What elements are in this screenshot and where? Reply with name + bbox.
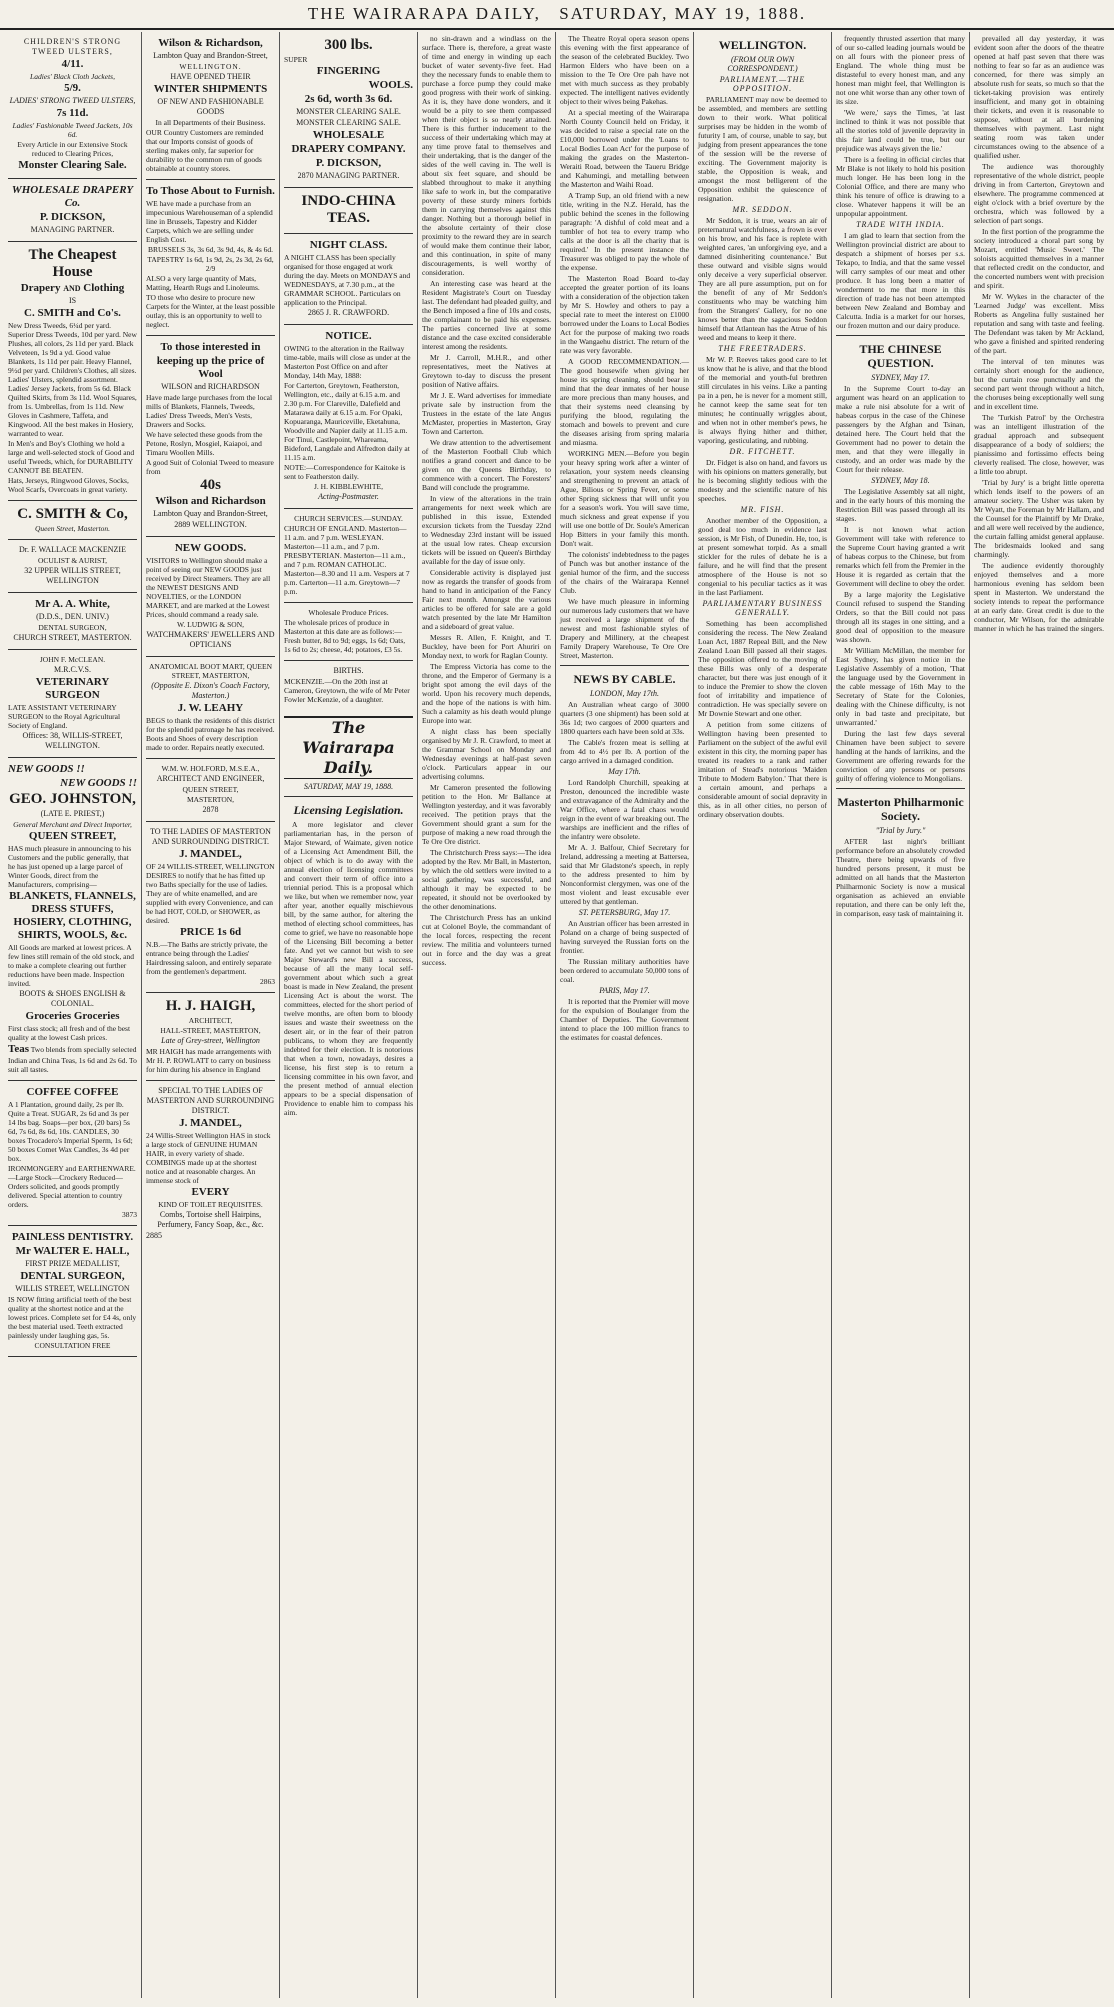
article-paragraph: A night class has been specially organised by Mr J. R. Crawford, to meet at the Grammar School on Monday and Wednesday evenings at half-past seven o'clock. Particulars appear in our advertising columns. bbox=[422, 727, 551, 781]
ad-names: Wilson and Richardson bbox=[155, 495, 266, 507]
ad-body: BEGS to thank the residents of this district for the splendid patronage he has received. Boots and Shoes of every description made to order. Repairs neatly executed. bbox=[146, 716, 275, 752]
ad-number: 2885 bbox=[146, 1231, 162, 1240]
ad-subhead: OF NEW AND FASHIONABLE GOODS bbox=[157, 97, 264, 116]
masthead-date: SATURDAY, MAY 19, 1888. bbox=[559, 4, 807, 23]
ad-heading: CHURCH SERVICES.—SUNDAY. bbox=[294, 514, 403, 523]
article-paragraph: Mr W. Wykes in the character of the 'Learned Judge' was excellent. Miss Roberts as Angelina fully sustained her reputation and sang with taste and feeling. The Defendant was taken by Mr Ackland, who gave a finished and spirited rendering of the part. bbox=[974, 292, 1104, 355]
ad-heading: The Cheapest House bbox=[28, 247, 117, 280]
ad-new-goods bbox=[146, 537, 275, 657]
ad-body: A 1 Plantation, ground daily, 2s per lb. Quite a Treat. SUGAR, 2s 6d and 3s per 14 lbs bag. Soaps—per box, (20 bars) 5s 6d, 7s 6d, 8s 6d, 10s. CANDLES, 30 boxes Trocadero's Imperial Sperm, 1s 6d; 50 boxes Comet Wax Candles, 3s 4d per box. bbox=[8, 1100, 133, 1163]
ad-word: AND bbox=[63, 284, 81, 293]
cable-heading: NEWS BY CABLE. bbox=[573, 672, 676, 686]
ad-name: Wilson & Richardson, bbox=[158, 37, 263, 49]
ad-heading: INDO-CHINA TEAS. bbox=[301, 193, 396, 226]
ad-late: (LATE E. PRIEST,) bbox=[40, 809, 105, 818]
ad-name: P. DICKSON, bbox=[315, 157, 382, 169]
article-paragraph: A Tramp Sup, an old friend with a new title, writing in the N.Z. Herald, has the public behind the scenes in the following paragraph: 'A dishful of cold meat and a tumbler of hot tea to every tramp who calls at the door is all the charity that is required.' In the present instance the Treasurer was obliged to pay the whole of the expense. bbox=[560, 191, 689, 272]
article-paragraph: Mr Seddon, it is true, wears an air of preternatural watchfulness, a frown is ever on his brow, and his face is replete with weighted cares, 'an unforgiving eye, and a damned disinheriting countenance.' But these outward and visible signs would only deceive a very superficial observer. They are all pure assumption, put on for the benefit of any of Mr Seddon's constituents who may be watching him from the Strangers' Gallery, for no one knows better than the sagacious Seddon himself that Atlantean has the Atrue of his weed and means to keep it there. bbox=[698, 216, 827, 342]
cable-dateline: ST. PETERSBURG, May 17. bbox=[578, 908, 671, 917]
article-paragraph: The Legislative Assembly sat all night, and in the early hours of this morning the Restriction Bill was passed through all its stages. bbox=[836, 487, 965, 523]
ad-address: QUEEN STREET, bbox=[28, 830, 117, 842]
ad-line: Ladies' Black Cloth Jackets, bbox=[30, 72, 115, 81]
ad-oculist bbox=[8, 540, 137, 593]
article-paragraph: Mr J. E. Ward advertises for immediate private sale by instruction from the Trustees in the estate of the late Angus McMaster, properties in Masterton, Gray Town and Carterton. bbox=[422, 391, 551, 436]
ad-goods-list: BLANKETS, FLANNELS, DRESS STUFFS, HOSIERY, CLOTHING, SHIRTS, WOOLS, &c. bbox=[9, 890, 136, 941]
cable-paragraph: Mr A. J. Balfour, Chief Secretary for Ireland, addressing a meeting at Battersea, said that Mr Gladstone's speech, in reply to the address presented to him by Nonconformist clergymen, was one of the most violent and least excusable ever uttered by that gentleman. bbox=[560, 843, 689, 906]
divider bbox=[836, 788, 965, 789]
ad-body: OWING to the alteration in the Railway time-table, mails will close as under at the Masterton Post Office on and after Monday, 14th May, 1888: bbox=[284, 344, 411, 380]
cable-dateline: LONDON, May 17th. bbox=[590, 689, 659, 698]
ad-mandel-hair bbox=[146, 1081, 275, 1247]
ad-subhead: Groceries Groceries bbox=[25, 1010, 120, 1022]
ad-body: We have selected these goods from the Petone, Roslyn, Mosgiel, Kaiapoi, and Timaru Woollen Mills. bbox=[146, 430, 263, 457]
ad-name: J. MANDEL, bbox=[179, 848, 242, 860]
ad-number: 2870 bbox=[297, 171, 314, 180]
ad-word: Drapery bbox=[20, 282, 61, 294]
article-heading: Masterton Philharmonic Society. bbox=[837, 795, 964, 823]
ad-body: ALSO a very large quantity of Mats, Matting, Hearth Rugs and Linoleums. bbox=[146, 274, 260, 292]
ad-wool bbox=[146, 336, 275, 537]
ad-subhead: BOOTS & SHOES ENGLISH & COLONIAL. bbox=[19, 989, 126, 1008]
masthead-paper-name: THE WAIRARAPA DAILY, bbox=[307, 4, 541, 23]
ad-night-class bbox=[284, 234, 413, 325]
column-4 bbox=[418, 32, 556, 1998]
ad-body: HAS much pleasure in announcing to his Customers and the public generally, that he has just opened up a large parcel of Winter Goods, direct from the Manufacturers, comprising— bbox=[8, 844, 132, 889]
ad-body: IS NOW fitting artificial teeth of the best quality at the shortest notice and at the lowest prices. Complete set for £4 4s, only the best material used. Teeth extracted painlessly under laughing gas, 5s. bbox=[8, 1295, 137, 1340]
ad-body: NOTE:—Correspondence for Kaitoke is sent to Featherston daily. bbox=[284, 463, 406, 481]
article-paragraph: During the last few days several Chinamen have been subject to severe handling at the hands of larrikins, and the Government are offering rewards for the conviction of any persons or persons guilty of offering violence to Mongolians. bbox=[836, 729, 965, 783]
ad-heading: BIRTHS. bbox=[333, 666, 364, 675]
ad-role: ARCHITECT AND ENGINEER, bbox=[156, 774, 265, 783]
article-paragraph: We have much pleasure in informing our numerous lady customers that we have just received a large shipment of the newest and most fashionable styles of Drapery and Millinery, at the cheapest Family Drapery Warehouse, Te Ore Ore Street, Masterton. bbox=[560, 597, 689, 660]
article-paragraph: I am glad to learn that section from the Wellington provincial district are about to despatch a shipment of horses per s.s. Tekapo, to India, and that the same vessel will carry samples of our meat and other produce. It has long been a matter of wonderment to me that more in this direction of trade has not been attempted between New Zealand and Bombay and Calcutta. India is a market for our horses, our frozen mutton and our dairy produce. bbox=[836, 231, 965, 330]
section-heading: THE FREETRADERS. bbox=[718, 344, 807, 353]
ad-role: DENTAL SURGEON, bbox=[38, 623, 107, 632]
ad-heading: NOTICE. bbox=[325, 330, 372, 342]
ad-role: VETERINARY SURGEON bbox=[35, 676, 110, 701]
section-heading: DR. FITCHETT. bbox=[729, 447, 796, 456]
ad-name: GEO. JOHNSTON, bbox=[9, 791, 136, 807]
ad-address: WILLIS STREET, WELLINGTON bbox=[15, 1284, 130, 1293]
cable-paragraph: The Cable's frozen meat is selling at from 4d to 4½ per lb. A portion of the cargo arrived in a damaged condition. bbox=[560, 738, 689, 765]
section-heading: TRADE WITH INDIA. bbox=[856, 220, 945, 229]
article-byline: (FROM OUR OWN CORRESPONDENT.) bbox=[727, 55, 798, 73]
ad-address: HALL-STREET, MASTERTON, bbox=[160, 1026, 261, 1035]
ad-price: 4/11. bbox=[61, 58, 84, 70]
column-1 bbox=[4, 32, 142, 1998]
ad-body: All Goods are marked at lowest prices. A few lines still remain of the old stock, and to make a complete clearing out further reductions have been made. Inspection invited. bbox=[8, 943, 135, 988]
ad-mandel-baths bbox=[146, 822, 275, 993]
ad-subhead: KIND OF TOILET REQUISITES. bbox=[158, 1200, 263, 1209]
ad-address: Queen Street, Masterton. bbox=[34, 524, 111, 533]
ad-body: MCKENZIE.—On the 20th inst at Cameron, Greytown, the wife of Mr Peter Fowler McKenzie, of a daughter. bbox=[284, 677, 410, 704]
ad-role: MANAGING PARTNER. bbox=[315, 171, 400, 180]
ad-name: J. R. CRAWFORD. bbox=[325, 308, 390, 317]
article-heading: Licensing Legislation. bbox=[293, 803, 404, 817]
ad-body: The wholesale prices of produce in Masterton at this date are as follows:—Fresh butter, 8d to 9d; eggs, 1s 6d; Oats, 1s 6d to 2s; cheese, 4d; potatoes, £3 5s. bbox=[284, 618, 406, 654]
ad-title: WHOLESALE bbox=[312, 129, 385, 141]
ad-address: 32 UPPER WILLIS STREET, WELLINGTON bbox=[24, 566, 121, 585]
ad-line: LADIES' STRONG TWEED ULSTERS, bbox=[9, 96, 136, 105]
article-paragraph: An interesting case was heard at the Resident Magistrate's Court on Tuesday last. The defendant had pleaded guilty, and the Bench imposed a fine of 10s and costs, the complainant to be paid his expenses. The parties concerned live at some distance and the case excited considerable interest among the residents. bbox=[422, 279, 551, 351]
ad-painless-dentistry bbox=[8, 1226, 137, 1357]
article-paragraph: In the Supreme Court to-day an argument was heard on an application to make a rule nisi absolute for a writ of habeas corpus in the case of the Chinese passengers by the Afghan and Tsinan, detained here. The Court held that the Government had no power to detain the men, and that they were illegally in custody, and an order was made by the Court for their release. bbox=[836, 384, 965, 474]
article-paragraph: WORKING MEN.—Before you begin your heavy spring work after a winter of relaxation, your system needs cleansing and strengthening to prevent an attack of Ague, Bilious or Spring Fever, or some other Spring sickness that will unfit you for a season's work. You will save time, much sickness and great expense if you will use one bottle of Dr. Soule's American Hop Bitters in your family this month. Don't wait. bbox=[560, 449, 689, 548]
ad-dental-white bbox=[8, 593, 137, 650]
ad-heading: SPECIAL TO THE LADIES OF MASTERTON AND SURROUNDING DISTRICT. bbox=[146, 1086, 275, 1115]
ad-number: 2889 bbox=[174, 520, 191, 529]
article-paragraph: Another member of the Opposition, a good deal too much in evidence last session, is Mr Fish, of Dunedin. He, too, is at present somewhat torpid. As a small stickler for the rules of debate he is a failure, and he will find that the present atmosphere of the House is not so congenial to his peculiar tactics as it was in the last Parliament. bbox=[698, 516, 827, 597]
ad-body: IRONMONGERY and EARTHENWARE.—Large Stock—Crockery Reduced—Orders solicited, and goods promptly delivered. Special attention to country orders. bbox=[8, 1164, 136, 1209]
ad-price: PRICE 1s 6d bbox=[179, 926, 242, 938]
ad-price: 5/9. bbox=[64, 82, 81, 94]
ad-town: WELLINGTON. bbox=[192, 520, 247, 529]
ad-name: H. J. HAIGH, bbox=[165, 998, 256, 1014]
ad-heading: To Those About to Furnish. bbox=[146, 185, 275, 197]
column-3 bbox=[280, 32, 418, 1998]
ad-late: Late of Grey-street, Wellington bbox=[161, 1036, 260, 1045]
ad-name: W.M. W. HOLFORD, M.S.E.A., bbox=[161, 764, 260, 773]
ad-body: Hats, Jerseys, Ringwood Gloves, Socks, Wool Scarfs, Overcoats in great variety. bbox=[8, 476, 129, 494]
ad-town: WELLINGTON. bbox=[179, 62, 242, 71]
ad-body: WE have made a purchase from an impecunious Warehouseman of a splendid line in Brussels, Tapestry and Kidder Carpets, which we are selling under English Cost. bbox=[146, 199, 273, 244]
article-body bbox=[284, 820, 413, 1117]
ad-heading: TO THE LADIES OF MASTERTON AND SURROUNDING DISTRICT. bbox=[150, 827, 271, 846]
ad-body: CHURCH OF ENGLAND. Masterton—11 a.m. and 7 p.m. WESLEYAN. Masterton—11 a.m., and 7 p.m. PRESBYTERIAN. Masterton—11 a.m., and 7 p.m. ROMAN CATHOLIC. Masterton—8.30 and 11 a.m. Vespers at 7 p.m. Carterton—11 a.m. Greytown—7 p.m. bbox=[284, 524, 410, 596]
ad-body: N.B.—The Baths are strictly private, the entrance being through the Ladies' Hairdressing saloon, and entirely separate from the gentlemen's department. bbox=[146, 940, 272, 976]
ad-heading: WINTER SHIPMENTS bbox=[153, 83, 268, 95]
column-6 bbox=[694, 32, 832, 1998]
article-paragraph: The audience evidently thoroughly enjoyed themselves and a more harmonious evening has seldom been spent in Masterton. We understand the society intends to repeat the performance at an early date. Great credit is due to the conductor, Mr Wilson, for the admirable manner in which he has trained the singers. bbox=[974, 561, 1104, 633]
cable-dateline: May 17th. bbox=[608, 767, 641, 776]
ad-c-smith bbox=[8, 501, 137, 540]
article-paragraph: prevailed all day yesterday, it was evident soon after the doors of the theatre opened at half past seven that there was nothing to fear so far as an audience was concerned, for there was simply an absolute rush for seats, so much so that the ticket-taking provision was entirely insufficient, and many got in obtaining their tickets, and even it is reasonable to suppose, without at all burdening themselves with payment. Last night seating room was taken under circumstances owing to the absence of a qualified usher. bbox=[974, 34, 1104, 160]
ad-heading: PAINLESS DENTISTRY. bbox=[11, 1231, 134, 1243]
section-heading: PARLIAMENTARY BUSINESS GENERALLY. bbox=[702, 599, 823, 617]
ad-wilson-richardson bbox=[146, 32, 275, 180]
article-paragraph: By a large majority the Legislative Council refused to suspend the Standing Orders, so that the Bill could not pass through all its stages in one sitting, and a good deal of opposition to the measure was shown. bbox=[836, 590, 965, 644]
article-paragraph: 'We were,' says the Times, 'at last inclined to think it was not possible that all the stories told of juvenile depravity in this fair land could be true, but our prejudice was always given the lie.' bbox=[836, 108, 965, 153]
ad-heading: FINGERING bbox=[316, 65, 381, 77]
article-subheading: "Trial by Jury." bbox=[875, 826, 926, 835]
ad-body: Have made large purchases from the local mills of Blankets, Flannels, Tweeds, Ladies' Dress Tweeds, Men's Vests, Drawers and Socks. bbox=[146, 393, 273, 429]
ad-sale-banner: MONSTER CLEARING SALE. bbox=[296, 118, 401, 127]
ad-banner: NEW GOODS !! bbox=[60, 777, 137, 789]
ad-footer: CONSULTATION FREE bbox=[34, 1341, 111, 1350]
ad-word: Teas bbox=[8, 1043, 29, 1055]
ad-body: For Carterton, Greytown, Featherston, Wellington, etc., daily at 6.15 a.m. and 2.30 p.m. For Clareville, Dalefield and Matarawa daily at 6.15 a.m. For Opaki, Kopuaranga, Mauriceville, Eketahuna, Woodville and Napier daily at 11.15 a.m. For Tinui, Castlepoint, Whareama, Bideford, Langdale and Alfredton daily at 11.15 a.m. bbox=[284, 381, 410, 462]
section-heading: PARLIAMENT.—THE OPPOSITION. bbox=[719, 75, 806, 93]
ad-word: SUPER bbox=[284, 55, 308, 64]
ad-heading: NIGHT CLASS. bbox=[309, 239, 388, 251]
ad-number: 2865 bbox=[307, 308, 324, 317]
ad-body: Two blends from specially selected Indian and China Teas, 1s 6d and 2s 6d. To suit all tastes. bbox=[8, 1045, 137, 1074]
editorial-masthead: The Wairarapa Daily. bbox=[284, 716, 413, 779]
ad-address: Lambton Quay and Brandon-Street, bbox=[153, 51, 268, 60]
article-paragraph: Mr William McMillan, the member for East Sydney, has given notice in the Legislative Assembly of a motion, 'That the language used by the Government in the cable message of 16th May to the Secretary of State for the Colonies, dealing with the Chinese difficulty, is not only in bad taste and precipitate, but unwarranted.' bbox=[836, 646, 965, 727]
cable-dateline: SYDNEY, May 18. bbox=[871, 476, 930, 485]
ad-produce-prices bbox=[284, 603, 413, 661]
ad-name: C. SMITH and Co's. bbox=[24, 307, 121, 319]
ad-sale-banner: Monster Clearing Sale. bbox=[18, 159, 127, 171]
column-2 bbox=[142, 32, 280, 1998]
ad-name: Mr A. A. White, bbox=[35, 598, 110, 610]
ad-number: 2863 bbox=[260, 977, 275, 986]
ad-word: EVERY bbox=[191, 1186, 230, 1198]
article-paragraph: Mr W. P. Reeves takes good care to let us know that he is alive, and that the blood of the memorial and youth-ful brethren still circulates in his veins. Like a panting pa in a pen, he is never for a moment still, he cannot keep the same seat for ten minutes; he continually wriggles about, and when not in other member's pews, he is always flying hither and thither, vaporing, gesticulating, and rubbing. bbox=[698, 355, 827, 445]
section-heading: MR. SEDDON. bbox=[732, 205, 793, 214]
ad-address: Offices: 38, WILLIS-STREET, WELLINGTON. bbox=[22, 731, 123, 750]
ad-line: Ladies' Fashionable Tweed Jackets, 10s 6d. bbox=[12, 121, 133, 139]
cable-paragraph: The Russian military authorities have been ordered to accumulate 50,000 tons of coal. bbox=[560, 957, 689, 984]
article-paragraph: There is a feeling in official circles that Mr Blake is not likely to hold his position much longer. He has been long in the Colonial Office, and there are many who think his tenure of office is drawing to a close. Whatever happens it will be an unpopular appointment. bbox=[836, 155, 965, 218]
ad-heading: COFFEE COFFEE bbox=[26, 1086, 119, 1098]
ad-coffee bbox=[8, 1081, 137, 1226]
ad-title: WHOLESALE DRAPERY Co. bbox=[11, 184, 134, 209]
article-paragraph: frequently thrusted assertion that many of our so-called leading journals would be on all fours with the pioneer press of England. The whole thing must be distasteful to every honest man, and any honest man might feel, that Wellington is not one whit worse than any other town of its size. bbox=[836, 34, 965, 106]
article-paragraph: The Theatre Royal opera season opens this evening with the first appearance of the season of the celebrated Buckley. Two Harmon Elders who have been on a mission to the Te Ore Ore pah have not met with much success as they probably expected. The intelligent natives evidently object to their wives being Pakehas. bbox=[560, 34, 689, 106]
divider bbox=[284, 796, 413, 797]
ad-holford bbox=[146, 759, 275, 822]
ad-subhead: (Opposite E. Dixon's Coach Factory, Masterton.) bbox=[151, 681, 270, 700]
article-paragraph: PARLIAMENT may now be deemed to be assembled, and members are settling down to their work. What political surprises may be hidden in the womb of futurity I am, of course, unable to say, but judging from present appearances the tone of the session will be the reverse of exciting. The Government majority is stable, the Opposition is weak, and amongst the most belligerent of the Opposition exhibit the quiescence of resignation. bbox=[698, 95, 827, 203]
ad-sale-banner: MONSTER CLEARING SALE. bbox=[296, 107, 401, 116]
ad-address: Lambton Quay and Brandon-Street, bbox=[153, 509, 268, 518]
ad-body: TO those who desire to procure new Carpets for the Winter, at the least possible outlay, this is an opportunity to well to neglect. bbox=[146, 293, 275, 329]
ad-prices: BRUSSELS 3s, 3s 6d, 3s 9d, 4s, & 4s 6d. bbox=[147, 245, 274, 254]
ad-body: Combs, Tortoise shell Hairpins, Perfumery, Fancy Soap, &c., &c. bbox=[157, 1210, 264, 1229]
ad-heading: NEW GOODS. bbox=[174, 542, 247, 554]
column-5 bbox=[556, 32, 694, 1998]
article-paragraph: The Christchurch Press has an unkind cut at Colonel Boyle, the commandant of the local forces, respecting the recent review. The militia and volunteers turned out in force and the day was a great success. bbox=[422, 913, 551, 967]
divider bbox=[836, 335, 965, 336]
article-paragraph: Mr J. Carroll, M.H.R., and other representatives, meet the Natives at Greytown to-day to discuss the present position of Native affairs. bbox=[422, 353, 551, 389]
ad-number: 3873 bbox=[122, 1210, 137, 1219]
ad-degree: (D.D.S., DEN. UNIV.) bbox=[36, 612, 109, 621]
cable-dateline: PARIS, May 17. bbox=[599, 986, 650, 995]
ad-role: ARCHITECT, bbox=[188, 1016, 233, 1025]
columns bbox=[4, 32, 1110, 1998]
ad-body: First class stock; all fresh and of the best quality at the lowest Cash prices. bbox=[8, 1024, 131, 1042]
ad-heading: keeping up the price of Wool bbox=[156, 355, 265, 380]
ad-heading: 300 lbs. bbox=[324, 37, 373, 53]
ad-heading: CHILDREN'S STRONG TWEED ULSTERS, bbox=[23, 37, 122, 56]
ad-indo-china-teas bbox=[284, 188, 413, 234]
cable-paragraph: Lord Randolph Churchill, speaking at Preston, denounced the incredible waste and extravagance of the Admiralty and the War Office, where a fatal chaos would reign in the event of war breaking out. The warships are inefficient and the rifles of the infantry were obsolete. bbox=[560, 778, 689, 841]
ad-name: JOHN F. McCLEAN. bbox=[39, 655, 106, 664]
ad-town: MASTERTON, bbox=[186, 795, 235, 804]
ad-body: In Men's and Boy's Clothing we hold a large and well-selected stock of Good and useful Tweeds, which, for DURABILITY CANNOT BE BEATEN. bbox=[8, 439, 135, 475]
ad-body: 24 Willis-Street Wellington HAS in stock a large stock of GENUINE HUMAN HAIR, in every variety of shade. COMBINGS made up at the shortest notice and at reasonable charges. An immense stock of bbox=[146, 1131, 271, 1185]
ad-name: J. MANDEL, bbox=[179, 1117, 242, 1129]
ad-role: OCULIST & AURIST, bbox=[37, 556, 108, 565]
article-paragraph: In view of the alterations in the train arrangements for next week which are published in this issue, Extended excursion tickets from the Tuesday 22nd to Wednesday 23rd instant will be issued at the usual low rates. Cheap excursion tickets will be issued on Queen's Birthday available for the day of issue only. bbox=[422, 494, 551, 566]
article-heading: WELLINGTON. bbox=[718, 38, 807, 52]
article-paragraph: Considerable activity is displayed just now as regards the transfer of goods from hand to hand in anticipation of the Fancy Fair next month. Amongst the various articles to be offered for sale are a gold watch presented by the late Mr Hamilton and a sideboard of great value. bbox=[422, 568, 551, 631]
article-paragraph: Dr. Fidget is also on hand, and favors us with his opinions on matters generally, but he is becoming slightly tedious with the modesty and the scientific nature of his speeches. bbox=[698, 458, 827, 503]
cable-dateline: SYDNEY, May 17. bbox=[871, 373, 930, 382]
ad-wholesale-drapery bbox=[8, 179, 137, 242]
article-paragraph: Mr Cameron presented the following petition to the Hon. Mr Ballance at Wellington yesterday, and it was favorably received. The petition prays that the Government should grant a sum for the purpose of making a new road through the Te Ore Ore district. bbox=[422, 783, 551, 846]
ad-body: A good Suit of Colonial Tweed to measure from bbox=[146, 458, 274, 476]
ad-line: In all Departments of their Business. bbox=[155, 118, 266, 127]
ad-name: J. H. KIBBLEWHITE, bbox=[314, 482, 383, 491]
article-paragraph: Something has been accomplished considering the recess. The New Zealand Loan Act, 1887 Repeal Bill, and the New Zealand Loan Bill passed all their stages. The opposition offered to the moving of these Bills was only of a desperate character, but there was just enough of it to induce the Premier to show the cloven foot of irritability and impatience of contradiction. He was specially severe on Mr Downie Stewart and one other. bbox=[698, 619, 827, 718]
ad-address: QUEEN STREET, bbox=[182, 785, 239, 794]
article-paragraph: In the first portion of the programme the society introduced a choral part song by Mozart, entitled 'Music Sweet.' The soloists acquitted themselves in a manner that reflected credit on the conductor, and the concerted numbers went with precision and spirit. bbox=[974, 227, 1104, 290]
ad-name: Dr. F. WALLACE MACKENZIE bbox=[19, 545, 126, 554]
article-paragraph: A more legislator and clever parliamentarian has, in the person of Major Steward, of Waimate, given notice of a Licensing Act Amendment Bill, the object of which is to do away with the annual election of licensing committees and convert their term of office into a triennial period. This is a proposal which we like, but when we remember now, year after year, another equally mischievous bill, by the same author, for altering the method of electing school committees, has come to grief, we have no reasonable hope of the Licensing Bill becoming a better fate. And yet we cannot but wish to see Major Steward's new Bill a success, because of all the many local self-government about which such a great boast is made in New Zealand, the present Licensing Act is about the worst. The committees, elected for the short period of twelve months, are often born to bloody issues and waste their sweetness on the desert air, or in the fear of their patron publicans, to whom they are frequently indebted for their election. It is notorious that when a town, nowadays, desires a license, his first step is to return a licensing committee in his own favor, and the present method of annual election appears to be a special dispensation of Providence to enable him to compass his aim. bbox=[284, 820, 413, 1117]
article-paragraph: The 'Turkish Patrol' by the Orchestra was an intelligent illustration of the gradual approach and subsequent disappearance of a body of soldiers; the pianissimo and fortissimo effects being cleverly realised. The close, however, was a little too abrupt. bbox=[974, 413, 1104, 476]
ad-heading: To those interested in bbox=[160, 341, 261, 353]
ad-births bbox=[284, 661, 413, 710]
ad-body: VISITORS to Wellington should make a point of seeing our NEW GOODS just received by Direct Steamers. They are all the NEWEST DESIGNS AND NOVELTIES, or the LONDON MARKET, and are marked at the Lowest Prices, should command a ready sale. bbox=[146, 556, 271, 619]
ad-heading: WOOLS. bbox=[368, 79, 413, 91]
divider bbox=[560, 665, 689, 666]
column-7 bbox=[832, 32, 970, 1998]
article-paragraph: AFTER last night's brilliant performance before an absolutely crowded Theatre, there being upwards of five hundred persons present, it must be admitted on all hands that the Masterton Philharmonic Society is now a musical organisation as achieved an enviable reputation, and there can be only left the, in comparison, easy task of maintaining it. bbox=[836, 837, 965, 918]
ad-role: General Merchant and Direct Importer, bbox=[13, 820, 132, 829]
ad-line: Every Article in our Extensive Stock reduced to Clearing Prices, bbox=[17, 140, 128, 158]
ad-banner: NEW GOODS !! bbox=[8, 763, 85, 775]
article-paragraph: A petition from some citizens of Wellington having been presented to Parliament on the subject of the awful evil existent in this city, the morning paper has treated its readers to a rank and rather imitation of Stead's notorious 'Maiden Tribute to Modern Babylon.' That there is a certain amount, and perhaps a considerable amount of social depravity in this, as in all other cities, no person of ordinary observation doubts. bbox=[698, 720, 827, 819]
article-paragraph: A GOOD RECOMMENDATION.—The good housewife when giving her house its spring cleaning, should bear in mind that the dear inmates of her house are more precious than many houses, and that their systems need cleansing by purifying the blood, regulating the stomach and bowels to prevent and cure the diseases arising from spring malaria and miasma. bbox=[560, 357, 689, 447]
ad-price: 7s 11d. bbox=[56, 107, 89, 119]
ad-word: IS bbox=[68, 296, 77, 305]
ad-ulsters bbox=[8, 32, 137, 179]
ad-role: DENTAL SURGEON, bbox=[20, 1270, 125, 1282]
ad-role: WATCHMAKERS' JEWELLERS AND OPTICIANS bbox=[146, 630, 275, 649]
ad-furnish bbox=[146, 180, 275, 336]
ad-name: P. DICKSON, bbox=[39, 211, 106, 223]
ad-price: 40s bbox=[200, 477, 221, 493]
page-masthead bbox=[0, 0, 1114, 30]
article-heading: THE CHINESE QUESTION. bbox=[859, 342, 942, 370]
ad-body: OF 24 WILLIS-STREET, WELLINGTON DESIRES to notify that he has fitted up two Baths specially for the use of ladies. They are of white enamelled, and are supplied with every Convenience, and can be had HOT, COLD, or SHOWER, as desired. bbox=[146, 862, 275, 925]
ad-title: DRAPERY COMPANY. bbox=[291, 143, 406, 155]
ad-role: Acting-Postmaster. bbox=[318, 492, 379, 501]
cable-paragraph: An Austrian officer has been arrested in Poland on a charge of being suspected of having surveyed the Russian forts on the frontier. bbox=[560, 919, 689, 955]
ad-address: CHURCH STREET, MASTERTON. bbox=[13, 633, 132, 642]
ad-body: LATE ASSISTANT VETERINARY SURGEON to the Royal Agricultural Society of England. bbox=[8, 703, 121, 730]
ad-fingering-wools bbox=[284, 32, 413, 188]
ad-heading: Wholesale Produce Prices. bbox=[308, 608, 389, 617]
editorial-date: SATURDAY, MAY 19, 1888. bbox=[303, 782, 394, 791]
ad-geo-johnston bbox=[8, 758, 137, 1081]
article-paragraph: The interval of ten minutes was certainly short enough for the audience, but the curtain rose punctually and the second part went through without a hitch, the choruses being exceptionally well sung and in excellent time. bbox=[974, 357, 1104, 411]
article-paragraph: The Christchurch Press says:—The idea adopted by the Rev. Mr Ball, in Masterton, by which the old settlers were invited to a social gathering, was successful, and although it may be expected to be repeated, it should not be overlooked by the other denominations. bbox=[422, 848, 551, 911]
ad-body: New Dress Tweeds, 6¼d per yard. Superior Dress Tweeds, 10d per yard. New Plushes, all colors, 2s 11d per yard. Black Velveteen, 1s 9d a yd. Good value Blankets, 1s 11d per pair. Heavy Flannel, 9½d per yard. Children's Clothes, all sizes. Ladies' Ulsters, splendid assortment. Ladies' Jersey Jackets, from 5s 6d. Black Quilted Skirts, from 3s 11d. Wool Squares, from 1s. Umbrellas, from 1s 11d. New Gloves in Cashmere, Taffeta, and Kingwood. All the best makes in Hosiery, warranted to wear. bbox=[8, 321, 137, 438]
ad-degree: M.R.C.V.S. bbox=[54, 665, 91, 674]
article-paragraph: 'Trial by Jury' is a bright little operetta which lends itself to the powers of an amateur society. The Usher was taken by Mr Wyatt, the Foreman by Mr Hallam, and the Counsel for the Plaintiff by Mr Drake, and all were well received by the audience, the curtain falling amidst general applause. The bridesmaids looked and sang charmingly. bbox=[974, 478, 1104, 559]
ad-body: MR HAIGH has made arrangements with Mr H. P. ROWLATT to carry on business for him during his absence in England bbox=[146, 1047, 272, 1074]
ad-name: C. SMITH & Co, bbox=[17, 506, 128, 522]
ad-body: OUR Country Customers are reminded that our Imports consist of goods of sterling makes only, far superior for durability to the common run of goods obtainable at country stores. bbox=[146, 128, 264, 173]
article-paragraph: The colonists' indebtedness to the pages of Punch was but another instance of the genial humor of the firm, and the success of the chairs of the Wairarapa Kennel Club. bbox=[560, 550, 689, 595]
ad-medal: FIRST PRIZE MEDALLIST, bbox=[25, 1259, 120, 1268]
article-paragraph: We draw attention to the advertisement of the Masterton Football Club which notifies a grand concert and dance to be given on the Queens Birthday, to commence with a concert. The Foresters' Band will conclude the programme. bbox=[422, 438, 551, 492]
article-paragraph: Messrs R. Allen, F. Knight, and T. Buckley, have been for Port Ahuriri on Monday next, to work for Raglan County. bbox=[422, 633, 551, 660]
ad-prices: TAPESTRY 1s 6d, 1s 9d, 2s, 2s 3d, 2s 6d, 2/9 bbox=[147, 255, 274, 273]
ad-boot-mart bbox=[146, 657, 275, 759]
ad-notice-mails bbox=[284, 325, 413, 509]
ad-name: Mr WALTER E. HALL, bbox=[15, 1245, 130, 1257]
article-paragraph: The Masterton Road Board to-day accepted the greater portion of its loans with a consideration of the objection taken by Mr S. Howley and others to pay a special rate to meet the interest on £1000 borrowed under the Loans to Local Bodies Act for the purpose of making two roads in the Wangaehu district. The return of the rate was very favorable. bbox=[560, 274, 689, 355]
cable-paragraph: It is reported that the Premier will move for the expulsion of Boulanger from the Chamber of Deputies. The Government intend to place the 100 million francs to the estimates for coastal defences. bbox=[560, 997, 689, 1042]
article-paragraph: no sin-drawn and a windlass on the surface. There is, therefore, a great waste of time and energy in winding up each bucket of water seventy-five feet. Had they the necessary funds to enable them to purchase a force pump they could make good progress with their work of sinking. As it is, they have done wonders, and it would be a pity to see them compassed when their object is so nearly attained. There is this further inducement to the success of their undertaking which may at any time prove fatal to themselves and their undertaking, that is the danger of the sides of the well caving in. The well is about six feet square, and should be slabbed throughout to make it anything like safe to work in, but the comparative poverty of these sturdy miners forbids them in carrying themselves against this danger. Nothing but a thorough belief in the absolute certainty of their close proximity to the reward they are in search of would make them continue their labor, and this continuation, in spite of many discouragements, is well worthy of consideration. bbox=[422, 34, 551, 277]
ad-cheapest-house bbox=[8, 242, 137, 501]
article-paragraph: The Empress Victoria has come to the throne, and the Emperor of Germany is a bright spot among the evil days of the world. Upon his recovery much depends, and the hope of the nations is with him. Such a calamity as his death would plunge Europe into war. bbox=[422, 662, 551, 725]
ad-name: W. LUDWIG & SON, bbox=[176, 620, 244, 629]
ad-haigh bbox=[146, 993, 275, 1081]
ad-line: HAVE OPENED THEIR bbox=[170, 72, 251, 81]
cable-paragraph: An Australian wheat cargo of 3000 quarters (3 one shipment) has been sold at 36s 1d; two cargoes of 2000 quarters and 1800 quarters each have been sold at 33s. bbox=[560, 700, 689, 736]
ad-body: A NIGHT CLASS has been specially organised for those engaged at work during the day. Meets on MONDAYS and WEDNESDAYS, at 7.30 p.m., at the GRAMMAR SCHOOL. Particulars on application to the Principal. bbox=[284, 253, 411, 307]
ad-names: WILSON and RICHARDSON bbox=[161, 382, 260, 391]
ad-heading: ANATOMICAL BOOT MART, QUEEN STREET, MASTERTON, bbox=[148, 662, 273, 680]
ad-role: MANAGING PARTNER. bbox=[30, 225, 115, 234]
ad-word: Clothing bbox=[83, 282, 125, 294]
article-paragraph: It is not known what action Government will take with reference to the Supreme Court having granted a writ of habeas corpus to the Chinese, but from remarks which fell from the Premier in the House it is regarded as certain that the Government will decline to obey the order. bbox=[836, 525, 965, 588]
article-paragraph: At a special meeting of the Wairarapa North County Council held on Friday, it was decided to raise a special rate on the £10,000 borrowed under the 'Loans to Local Bodies Loan Act' for the purpose of making the grades on the Masterton-Weraiti Road, between the Taueru Bridge and Kahumingi, and metalling between the Masterton and Waihi Road. bbox=[560, 108, 689, 189]
ad-number: 2878 bbox=[202, 805, 219, 814]
ad-church-services bbox=[284, 509, 413, 603]
column-8 bbox=[970, 32, 1108, 1998]
section-heading: MR. FISH. bbox=[740, 505, 785, 514]
ad-veterinary bbox=[8, 650, 137, 758]
ad-price: 2s 6d, worth 3s 6d. bbox=[304, 93, 393, 105]
ad-name: J. W. LEAHY bbox=[177, 702, 244, 714]
article-paragraph: The audience was thoroughly representative of the whole district, people driving in from Carterton, Greytown and elsewhere. The programme commenced at eight o'clock with a brief overture by the orchestra, which was followed by a selection of part songs. bbox=[974, 162, 1104, 225]
